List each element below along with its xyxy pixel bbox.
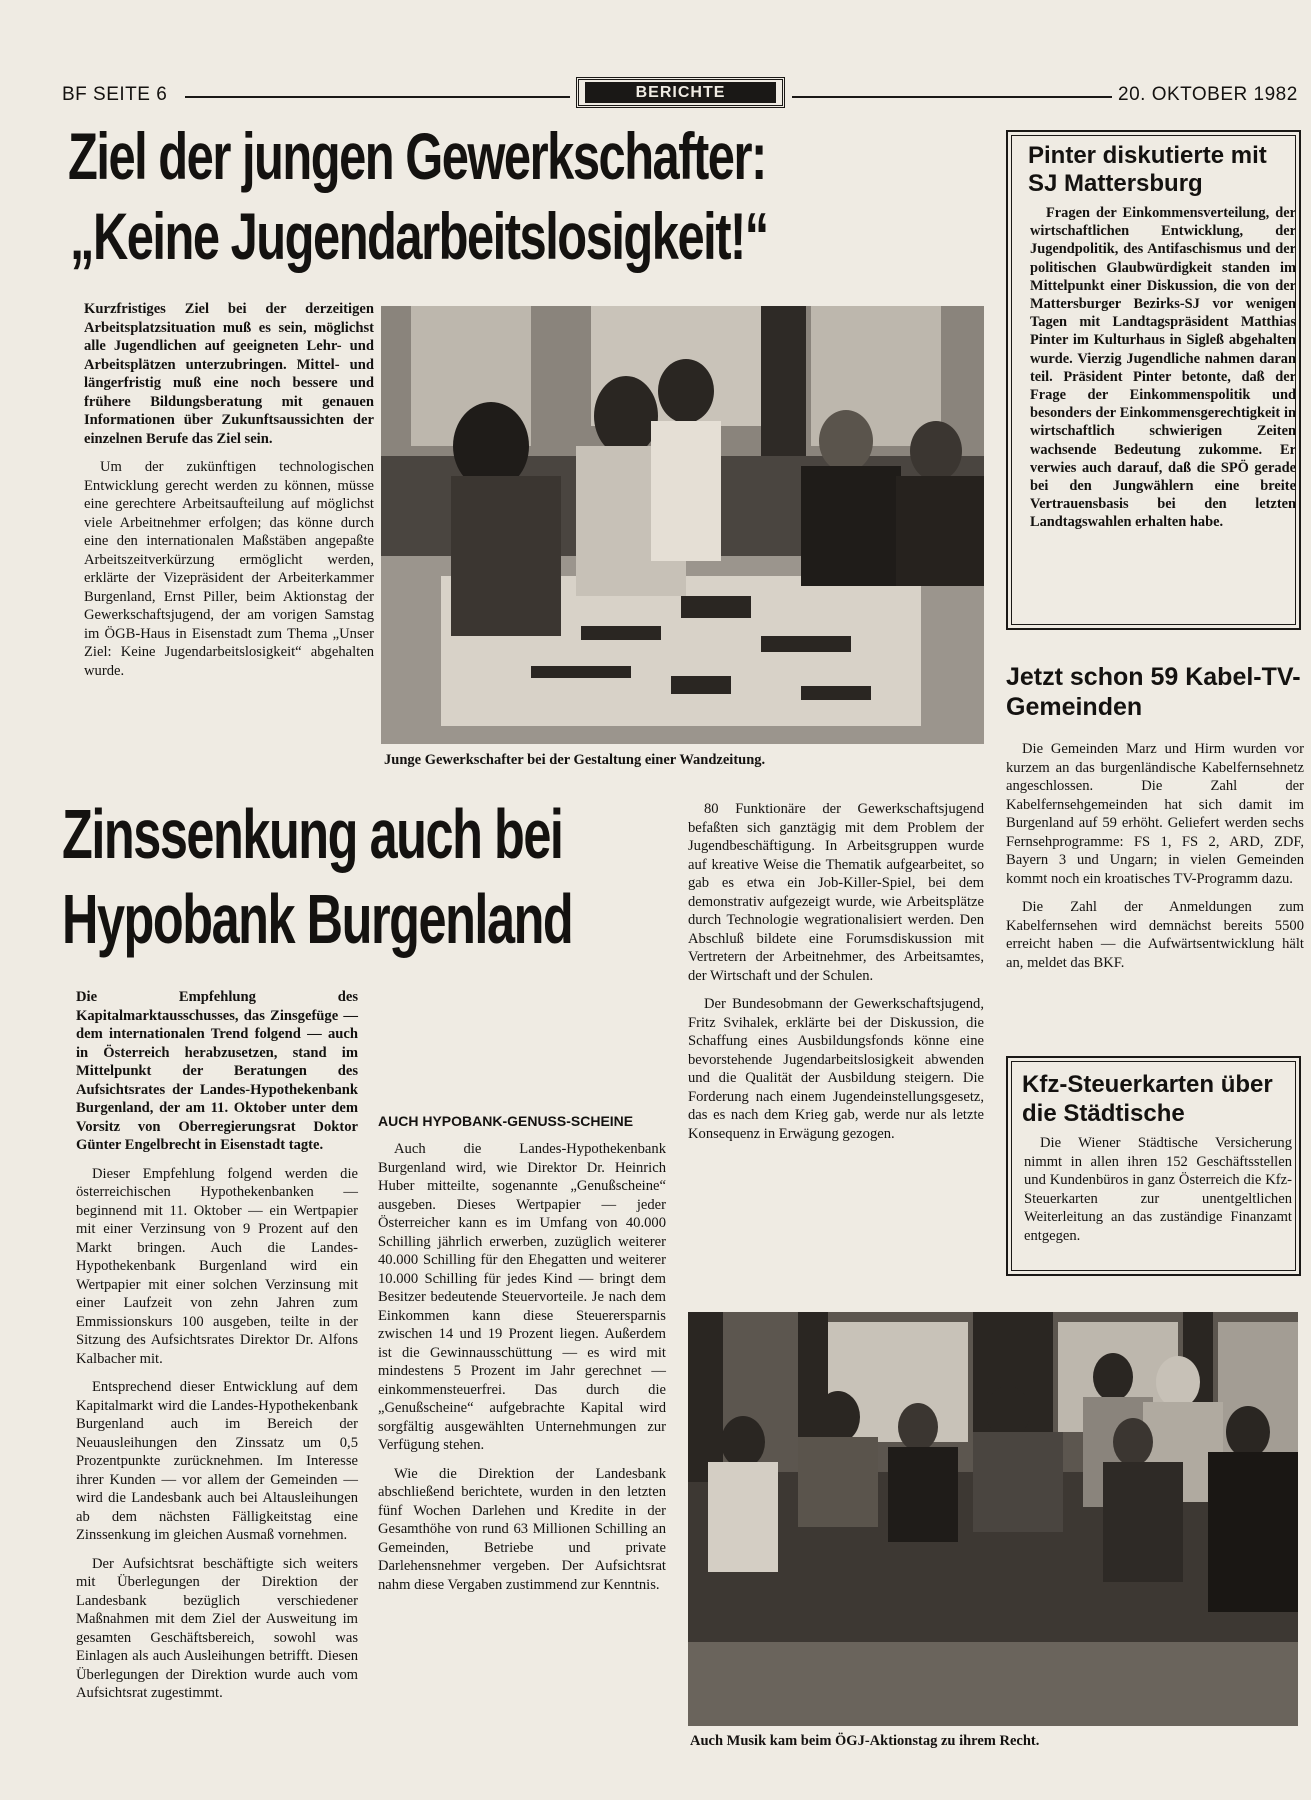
article2-headline-line1: Zinssenkung auch bei [62, 795, 563, 873]
article2-headline-line2: Hypobank Burgenland [62, 880, 573, 958]
header-rule-right [792, 96, 1112, 98]
header-rule-left [185, 96, 570, 98]
sidebar-box-pinter [1006, 130, 1301, 630]
sidebar-box-kfz [1006, 1056, 1301, 1276]
sidebar2-paragraph: Die Gemeinden Marz und Hirm wurden vor kurzem an das burgenländische Kabelfernsehnetz angeschlossen. Die Zahl der Kabelfernsehgemeinden hat sich damit im Burgenland auf 59 erhöht. Geliefert werden sechs Fernsehprogramme: FS 1, FS 2, ARD, ZDF, Bayern 3 und Ungarn; in vielen Gemeinden kommt noch ein kroatisches TV-Programm dazu. [1006, 741, 1304, 887]
article2-paragraph: Entsprechend dieser Entwicklung auf dem Kapitalmarkt wird die Landes-Hypothekenbank Burgenland auch im Bereich der Neuausleihungen den Zinssatz um 0,5 Prozentpunkte zurücknehmen. Im Interesse ihrer Kunden — vor allem der Gemeinden — wird die Landesbank auch bei Altausleihungen ab dem nächsten Fälligkeitstag eine Zinssenkung im gleichen Ausmaß vornehmen. [76, 1379, 358, 1543]
article1-column-continued [688, 800, 984, 1153]
article2-paragraph: Wie die Direktion der Landesbank abschließend berichtete, wurden in den letzten fünf Wochen Darlehen und Kredite in der Gesamthöhe von rund 63 Millionen Schilling an Gemeinden, Betriebe und private Darlehensnehmer vergeben. Der Aufsichtsrat nahm diese Vergaben zustimmend zur Kenntnis. [378, 1465, 666, 1593]
section-label: BERICHTE [585, 82, 776, 103]
photo-wall-newspaper [381, 306, 984, 744]
article2-paragraph: Auch die Landes-Hypothekenbank Burgenland wird, wie Direktor Dr. Heinrich Huber mitteilte, sogenannte „Genußscheine“ ausgeben. Dieses Wertpapier — jeder Österreicher kann es im Umfang von 40.000 Schilling jährlich erwerben, zuzüglich weiterer 40.000 Schilling für den Ehegatten und weiterer 10.000 Schilling für jedes Kind — bringt dem Besitzer bedeutende Steuervorteile. Je nach dem Einkommen kann diese Steuerersparnis zwischen 14 und 19 Prozent liegen. Außerdem ist die Gewinnausschüttung — es wird mit mindestens 5 Prozent im Jahr gerechnet — einkommensteuerfrei. Das durch die „Genußscheine“ aufgebrachte Kapital wird sorgfältig ausgewählten Unternehmungen zur Verfügung stehen. [378, 1141, 666, 1453]
article1-headline-line2: „Keine Jugendarbeitslosigkeit!“ [70, 199, 768, 273]
article1-column-left [84, 300, 374, 690]
section-label-box [576, 77, 785, 108]
article1-paragraph: Der Bundesobmann der Gewerkschaftsjugend, Fritz Svihalek, erklärte bei der Diskussion, die Schaffung eines Ausbildungsfonds könne eine bevorstehende Jugendarbeitslosigkeit abwenden und die Qualität der Ausbildung steigern. Die Forderung nach einem Jugendeinstellungsgesetz, das es nach dem Krieg gab, werde nur als letzte Konsequenz in Erwägung gezogen. [688, 996, 984, 1142]
sidebar3-title: Kfz-Steuerkarten über die Städtische [1022, 1071, 1273, 1127]
article1-headline-line1: Ziel der jungen Gewerkschafter: [68, 119, 766, 193]
sidebar1-title: Pinter diskutierte mit SJ Mattersburg [1028, 142, 1267, 197]
sidebar1-text: Fragen der Einkommensverteilung, der wirtschaftlichen Entwicklung, der Jugendpolitik, des Antifaschismus und der politischen Glaubwürdigkeit standen im Mittelpunkt einer Diskussion, die von der Mattersburger Bezirks-SJ vor wenigen Tagen mit Landtagspräsident Matthias Pinter im Kulturhaus in Sigleß abgehalten wurde. Vierzig Jugendliche nahmen daran teil. Präsident Pinter betonte, daß der Frage der Einkommenspolitik und besonders der Einkommensgerechtigkeit in wirtschaftlich schwierigen Zeiten wachsende Bedeutung zukomme. Er verwies auch darauf, daß die SPÖ gerade bei den Jungwählern eine breite Vertrauensbasis bei den letzten Landtagswahlen erhalten habe. [1030, 205, 1296, 531]
article2-paragraph: Dieser Empfehlung folgend werden die österreichischen Hypothekenbanken — beginnend mit 11. Oktober — ein Wertpapier mit einer Verzinsung von 9 Prozent auf den Markt bringen. Auch die Landes-Hypothekenbank Burgenland wird ein Wertpapier mit einer solchen Verzinsung mit einer Laufzeit von zehn Jahren zum Emmissionskurs 100 ausgeben, teilte in der Sitzung des Aufsichtsrates Direktor Dr. Alfons Kalbacher mit. [76, 1165, 358, 1367]
issue-date: 20. OKTOBER 1982 [1118, 84, 1298, 105]
photo2-caption: Auch Musik kam beim ÖGJ-Aktionstag zu ihrem Recht. [690, 1733, 1040, 1749]
article1-lead: Kurzfristiges Ziel bei der derzeitigen Arbeitsplatzsituation muß es sein, möglichst alle Jugendlichen auf geeigneten Lehr- und Arbeitsplätzen unterzubringen. Mittel- und längerfristig muß eine noch bessere und frühere Bildungsberatung mit genauen Informationen über Zukunftsaussichten der einzelnen Berufe das Ziel sein. [84, 301, 374, 447]
article2-subhead: AUCH HYPOBANK-GENUSS-SCHEINE [378, 1113, 634, 1129]
sidebar2-text [1006, 740, 1304, 982]
photo-music [688, 1312, 1298, 1726]
sidebar2-paragraph: Die Zahl der Anmeldungen zum Kabelfernsehen wird demnächst bereits 5500 erreicht haben — die Aufwärtsentwicklung hält an, meldet das BKF. [1006, 899, 1304, 971]
sidebar3-text: Die Wiener Städtische Versicherung nimmt in allen ihren 152 Geschäftsstellen und Kundenbüros in ganz Österreich die Kfz-Steuerkarten zur unentgeltlichen Weiterleitung an das zuständige Finanzamt entgegen. [1024, 1135, 1292, 1244]
article2-column-2 [378, 1112, 666, 1604]
sidebar2-title: Jetzt schon 59 Kabel-TV-Gemeinden [1006, 663, 1301, 721]
article1-paragraph: Um der zukünftigen technologischen Entwicklung gerecht werden zu können, müsse eine gerechtere Arbeitsaufteilung auf möglichst viele Arbeitnehmer erfolgen; das könne durch eine den internationalen Maßstäben angepaßte Arbeitszeitverkürzung ermöglicht werden, erklärte der Vizepräsident der Arbeiterkammer Burgenland, Ernst Piller, beim Aktionstag der Gewerkschaftsjugend, der am vorigen Samstag im ÖGB-Haus in Eisenstadt zum Thema „Unser Ziel: Keine Jugendarbeitslosigkeit“ abgehalten wurde. [84, 459, 374, 679]
article2-column-1 [76, 988, 358, 1713]
article2-lead: Die Empfehlung des Kapitalmarktausschusses, das Zinsgefüge — dem internationalen Trend folgend — auch in Österreich herabzusetzen, stand im Mittelpunkt der Beratungen des Aufsichtsrates der Landes-Hypothekenbank Burgenland, der am 11. Oktober unter dem Vorsitz von Oberregierungsrat Doktor Günter Engelbrecht in Eisenstadt tagte. [76, 989, 358, 1153]
article1-paragraph: 80 Funktionäre der Gewerkschaftsjugend befaßten sich ganztägig mit dem Problem der Jugendbeschäftigung. In Arbeitsgruppen wurde auf kreative Weise die Thematik aufgearbeitet, so gab es etwa ein Job-Killer-Spiel, bei dem demonstrativ aufgezeigt wurde, wie Arbeitsplätze durch Technologie wegrationalisiert werden. Den Abschluß bildete eine Forumsdiskussion mit Vertretern der Arbeitnehmer, des Arbeitsamtes, der Wirtschaft und der Schulen. [688, 801, 984, 984]
article2-paragraph: Der Aufsichtsrat beschäftigte sich weiters mit Überlegungen der Direktion der Landesbank bezüglich verschiedener Maßnahmen mit dem Ziel der Ausweitung im gesamten Geschäftsbereich, sowohl was Einlagen als auch Ausleihungen betrifft. Diesen Überlegungen der Direktion wurde auch vom Aufsichtsrat zugestimmt. [76, 1555, 358, 1701]
page-number-label: BF SEITE 6 [62, 84, 168, 105]
photo1-caption: Junge Gewerkschafter bei der Gestaltung einer Wandzeitung. [384, 752, 766, 768]
